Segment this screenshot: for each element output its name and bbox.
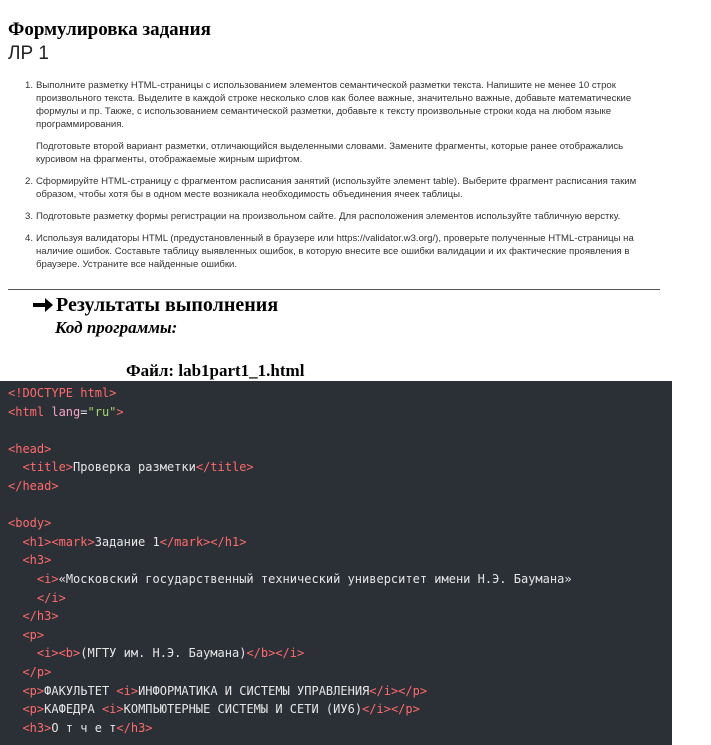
code-token	[8, 535, 22, 549]
task-number: 4.	[25, 233, 34, 244]
task-paragraph: Выполните разметку HTML-страницы с использованием элементов семантической разметки текста. Напишите не менее 10 строк произвольного текста. Выделите в каждой строке несколько слов как более важные, значительно важные, добавьте математические формулы и пр. Также, с использованием семантической разметки, добавьте к тексту произвольные строки кода на любом языке программирования.	[36, 80, 632, 130]
code-token: <body>	[8, 516, 52, 531]
code-token: (МГТУ им. Н.Э. Баумана)	[80, 646, 247, 661]
code-token: <p>	[22, 702, 45, 717]
code-token: <title>	[22, 460, 74, 475]
task-number: 2.	[25, 176, 34, 187]
code-token: <head>	[8, 441, 52, 456]
code-token: </b></i>	[246, 646, 305, 661]
code-token: "ru"	[87, 404, 117, 419]
code-line	[8, 421, 672, 440]
code-token: О т ч е т	[51, 720, 117, 735]
code-token	[8, 646, 37, 660]
code-block	[0, 381, 672, 745]
code-line	[8, 682, 672, 701]
code-token: <i>	[101, 702, 124, 717]
code-token: </p>	[22, 664, 52, 679]
code-token: Проверка разметки	[73, 460, 196, 475]
code-token: =	[80, 404, 88, 419]
code-line	[8, 477, 672, 496]
code-line	[8, 570, 672, 589]
task-number: 3.	[25, 211, 34, 222]
task-paragraph: Подготовьте разметку формы регистрации на произвольном сайте. Для расположения элементов используйте табличную верстку.	[36, 211, 621, 222]
code-token: </i></p>	[369, 683, 428, 698]
code-line	[8, 533, 672, 552]
code-token: <i>	[116, 683, 139, 698]
code-line	[8, 626, 672, 645]
code-token	[8, 702, 22, 716]
code-token: КАФЕДРА	[44, 702, 102, 717]
code-token: </i></p>	[362, 702, 420, 717]
code-token: </i>	[36, 590, 66, 605]
task-item-3	[22, 210, 662, 223]
code-line	[8, 663, 672, 682]
lab-subtitle: ЛР 1	[8, 43, 49, 64]
code-line	[8, 458, 672, 477]
results-heading-text: Результаты выполнения	[56, 294, 279, 316]
code-line	[8, 496, 672, 515]
code-line	[8, 644, 672, 663]
code-token	[8, 553, 22, 567]
code-token: </h3>	[116, 720, 153, 735]
code-line	[8, 589, 672, 608]
code-token: <html	[8, 404, 52, 419]
code-token: <p>	[22, 627, 45, 642]
code-token: <p>	[22, 683, 45, 698]
code-listing	[0, 381, 672, 737]
page-title: Формулировка задания	[8, 19, 211, 40]
code-token: >	[116, 404, 124, 419]
results-heading	[32, 293, 278, 317]
code-token	[8, 628, 22, 642]
code-line	[8, 514, 672, 533]
task-number: 1.	[25, 80, 34, 91]
code-token: ИНФОРМАТИКА И СИСТЕМЫ УПРАВЛЕНИЯ	[138, 683, 370, 698]
arrow-right-icon	[32, 296, 54, 314]
code-token	[8, 609, 22, 623]
task-paragraph: Сформируйте HTML-страницу с фрагментом расписания занятий (используйте элемент table). Выберите фрагмент расписания таким образом, чтобы хотя бы в одном месте возникала необходимость объединения ячеек таблицы.	[36, 176, 637, 200]
code-token: <i>	[36, 571, 59, 586]
code-line	[8, 719, 672, 738]
code-heading: Код программы:	[55, 318, 178, 337]
code-token: <i><b>	[36, 646, 81, 661]
code-line	[8, 607, 672, 626]
code-token: <h1><mark>	[22, 534, 95, 549]
code-line	[8, 403, 672, 422]
task-list	[22, 79, 662, 280]
code-token: <h3>	[22, 553, 52, 568]
task-item-4	[22, 232, 662, 271]
code-token: <h3>	[22, 720, 52, 735]
code-token	[8, 460, 22, 474]
code-token: </head>	[8, 478, 59, 493]
code-token: </title>	[195, 460, 254, 475]
code-line	[8, 384, 672, 403]
code-token: КОМПЬЮТЕРНЫЕ СИСТЕМЫ И СЕТИ (ИУ6)	[123, 702, 363, 717]
section-divider	[8, 289, 660, 290]
code-token	[8, 591, 37, 605]
code-token: </mark></h1>	[159, 534, 247, 549]
task-paragraph: Используя валидаторы HTML (предустановленный в браузере или https://validator.w3.org/), проверьте полученные HTML-страницы на наличие ошибок. Составьте таблицу выявленных ошибок, в которую внесите все ошибки валидации и их фактические проявления в браузере. Устраните все найденные ошибки.	[36, 233, 634, 270]
code-token	[8, 721, 22, 735]
code-token: «Московский государственный технический университет имени Н.Э. Баумана»	[58, 571, 572, 586]
code-line	[8, 551, 672, 570]
code-token: <!DOCTYPE html>	[8, 386, 117, 400]
code-token	[8, 572, 37, 586]
task-item-1	[22, 79, 662, 166]
file-label: Файл: lab1part1_1.html	[126, 361, 305, 380]
code-line	[8, 700, 672, 719]
task-item-2	[22, 175, 662, 201]
code-line	[8, 440, 672, 459]
code-token	[8, 665, 22, 679]
code-token: </h3>	[22, 609, 59, 624]
code-token: lang	[51, 404, 81, 419]
code-token	[8, 684, 22, 698]
task-paragraph: Подготовьте второй вариант разметки, отличающийся выделенными словами. Замените фрагменты, которые ранее отображались курсивом на фрагменты, отображаемые жирным шрифтом.	[36, 141, 624, 165]
code-token: Задание 1	[94, 534, 160, 549]
code-token: ФАКУЛЬТЕТ	[44, 683, 117, 698]
